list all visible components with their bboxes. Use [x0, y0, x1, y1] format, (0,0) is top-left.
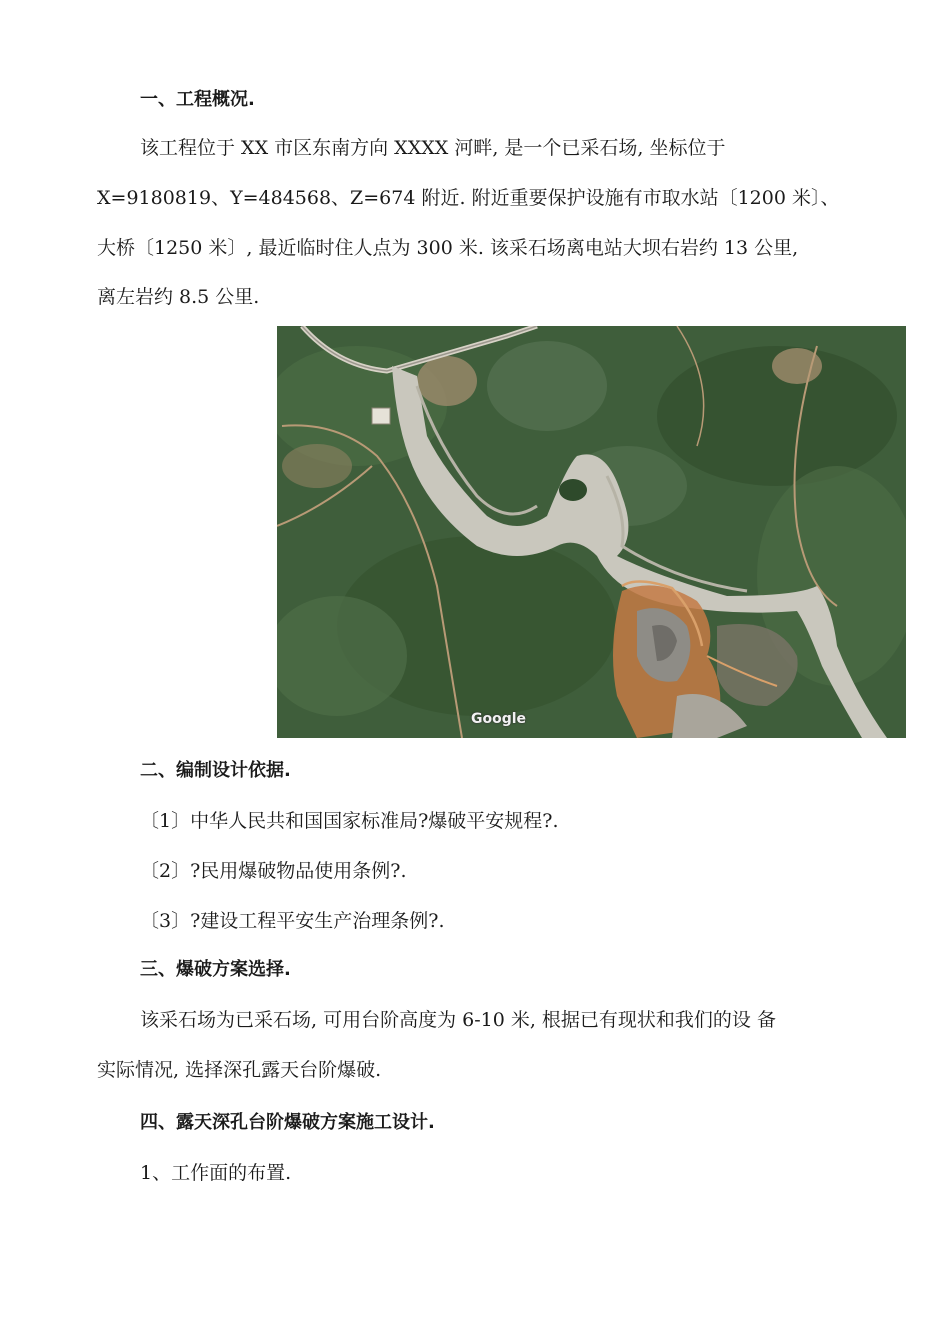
- paragraph-line: 离左岩约 8.5 公里.: [97, 286, 260, 308]
- satellite-map-image: [277, 326, 906, 738]
- paragraph-line: 实际情况, 选择深孔露天台阶爆破.: [97, 1059, 382, 1081]
- section-heading-1: 一、工程概况.: [140, 89, 255, 110]
- subsection-heading: 1、工作面的布置.: [140, 1162, 292, 1184]
- section-heading-3: 三、爆破方案选择.: [140, 959, 291, 980]
- reference-item: 〔1〕中华人民共和国国家标准局?爆破平安规程?.: [140, 810, 559, 832]
- satellite-map-graphic: [277, 326, 906, 738]
- reference-item: 〔2〕?民用爆破物品使用条例?.: [140, 860, 407, 882]
- section-heading-4: 四、露天深孔台阶爆破方案施工设计.: [140, 1112, 435, 1133]
- paragraph-line: X=9180819、Y=484568、Z=674 附近. 附近重要保护设施有市取水站〔1200 米〕、: [97, 187, 840, 209]
- paragraph-line: 该采石场为已采石场, 可用台阶高度为 6-10 米, 根据已有现状和我们的设 备: [140, 1009, 776, 1031]
- section-heading-2: 二、编制设计依据.: [140, 760, 291, 781]
- paragraph-line: 该工程位于 XX 市区东南方向 XXXX 河畔, 是一个已采石场, 坐标位于: [140, 137, 726, 159]
- google-watermark: Google: [471, 711, 527, 727]
- paragraph-line: 大桥〔1250 米〕, 最近临时住人点为 300 米. 该采石场离电站大坝右岩约 13 公里,: [97, 237, 799, 259]
- reference-item: 〔3〕?建设工程平安生产治理条例?.: [140, 910, 445, 932]
